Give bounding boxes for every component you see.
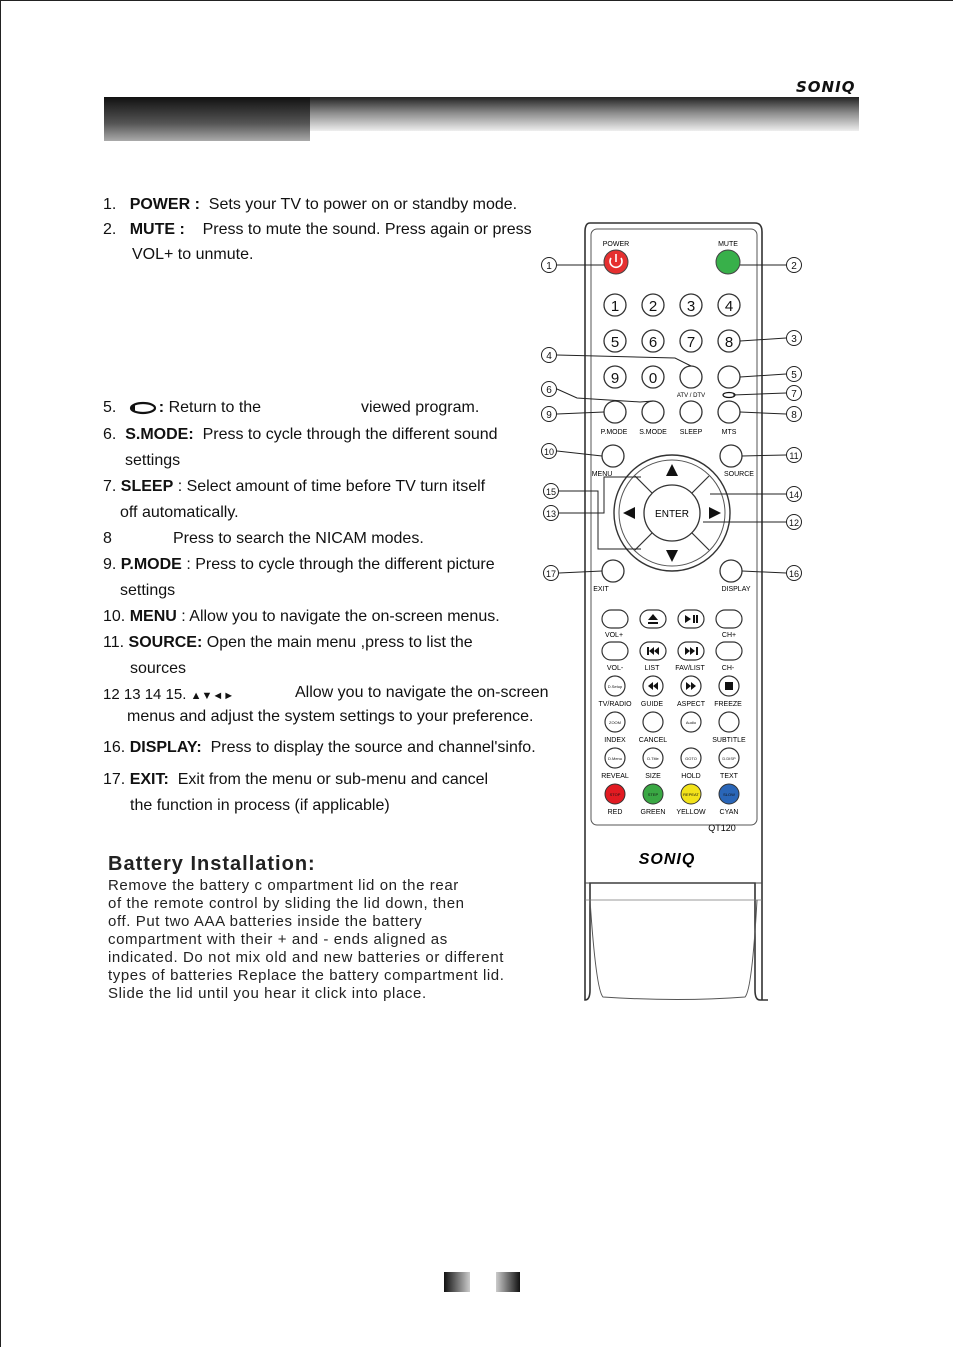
callout-17: 17 — [545, 569, 557, 579]
item-menu: 10. MENU : Allow you to navigate the on-screen menus. — [103, 608, 500, 625]
source-button[interactable] — [720, 445, 742, 467]
subtitle-button[interactable] — [719, 712, 739, 732]
ch-down-label: CH- — [721, 665, 735, 672]
slow-label: SLOW — [723, 792, 735, 797]
stop-icon — [725, 682, 733, 690]
digit-4-label: 4 — [724, 298, 734, 315]
menu-button[interactable] — [602, 445, 624, 467]
item-recall-tail: viewed program. — [361, 399, 480, 416]
battery-title: Battery Installation: — [108, 853, 316, 875]
callout-4: 4 — [546, 351, 552, 362]
freeze-label: FREEZE — [714, 701, 742, 708]
callout-1: 1 — [546, 261, 552, 272]
mts-button[interactable] — [718, 401, 740, 423]
goto-label: GOTO — [685, 756, 697, 761]
text-label: TEXT — [720, 773, 738, 780]
digit-6-label: 6 — [648, 334, 658, 351]
atv-dtv-button[interactable] — [680, 366, 702, 388]
digit-keys — [604, 294, 740, 388]
list-label: LIST — [644, 665, 660, 672]
favlist-label: FAV/LIST — [675, 665, 705, 672]
digit-9-label: 9 — [610, 370, 620, 387]
recall-button[interactable] — [718, 366, 740, 388]
exit-button[interactable] — [602, 560, 624, 582]
repeat-label: REPEAT — [683, 792, 699, 797]
battery-line: off. Put two AAA batteries inside the battery — [108, 913, 423, 930]
callout-13: 13 — [545, 509, 557, 519]
callout-6: 6 — [546, 385, 552, 396]
pmode-label: P.MODE — [600, 429, 628, 436]
callout-5: 5 — [791, 370, 797, 381]
cyan-label: CYAN — [719, 809, 739, 816]
digit-0-label: 0 — [648, 370, 658, 387]
reveal-label: REVEAL — [601, 773, 629, 780]
display-label: DISPLAY — [721, 586, 751, 593]
item-sleep: 7. SLEEP : Select amount of time before TV turn itself — [103, 478, 486, 495]
dtitle-label: D.Title — [647, 756, 659, 761]
cancel-label: CANCEL — [638, 737, 668, 744]
battery-line: Slide the lid until you hear it click into place. — [108, 985, 427, 1002]
item-mute-cont: VOL+ to unmute. — [132, 246, 254, 263]
display-button[interactable] — [720, 560, 742, 582]
remote-brand-logo: SONIQ — [638, 851, 696, 868]
callout-16: 16 — [788, 569, 800, 579]
vol-up-label: VOL+ — [604, 632, 624, 639]
vol-down-label: VOL- — [606, 665, 624, 672]
mute-label: MUTE — [718, 241, 738, 248]
zoom-label: ZOOM — [609, 720, 621, 725]
callout-9: 9 — [546, 410, 552, 421]
item-arrows: 12 13 14 15. ▲▼◄► — [103, 686, 235, 703]
dsetup-label: D.Setup — [607, 684, 623, 689]
menu-label: MENU — [591, 471, 613, 478]
exit-label: EXIT — [593, 586, 609, 593]
item-sleep-cont: off automatically. — [120, 504, 239, 521]
dmenu-label: D.Menu — [607, 756, 623, 761]
item-source: 11. SOURCE: Open the main menu ,press to list the — [103, 634, 473, 651]
item-arrows-cont: menus and adjust the system settings to your preference. — [127, 708, 534, 725]
item-smode-cont: settings — [125, 452, 181, 469]
digit-5-label: 5 — [610, 334, 620, 351]
ch-up-button[interactable] — [716, 610, 742, 628]
brand-logo: SONIQ — [796, 78, 856, 96]
item-nicam-num: 8 — [103, 530, 112, 547]
callout-2: 2 — [791, 261, 797, 272]
callout-11: 11 — [789, 451, 799, 461]
step-label: STEP — [647, 792, 659, 797]
green-label: GREEN — [640, 809, 666, 816]
cancel-button[interactable] — [643, 712, 663, 732]
vol-up-button[interactable] — [602, 610, 628, 628]
callout-15: 15 — [545, 487, 557, 497]
mts-label: MTS — [721, 429, 737, 436]
index-label: INDEX — [604, 737, 626, 744]
sleep-button[interactable] — [680, 401, 702, 423]
page-marker-right — [496, 1272, 520, 1292]
digit-7-label: 7 — [686, 334, 696, 351]
aspect-label: ASPECT — [676, 701, 706, 708]
page-marker-left — [444, 1272, 470, 1292]
callout-3: 3 — [791, 334, 797, 345]
battery-line: of the remote control by sliding the lid down, then — [108, 895, 465, 912]
ch-down-button[interactable] — [716, 642, 742, 660]
item-display: 16. DISPLAY: Press to display the source and channel'sinfo. — [103, 739, 536, 756]
hold-label: HOLD — [681, 773, 701, 780]
arrow-keys-icon: ▲▼◄► — [190, 690, 235, 702]
ddisp-label: D.DISP — [722, 756, 736, 761]
item-power: 1. POWER : Sets your TV to power on or standby mode. — [103, 196, 518, 213]
tv-radio-label: TV/RADIO — [598, 701, 632, 708]
digit-8-label: 8 — [724, 334, 734, 351]
audio-label: Audio — [685, 720, 697, 725]
vol-down-button[interactable] — [602, 642, 628, 660]
battery-line: types of batteries Replace the battery compartment lid. — [108, 967, 505, 984]
stop-label: STOP — [609, 792, 621, 797]
subtitle-label: SUBTITLE — [712, 737, 746, 744]
item-nicam: Press to search the NICAM modes. — [173, 530, 424, 547]
item-pmode: 9. P.MODE : Press to cycle through the different picture — [103, 556, 495, 573]
callout-7: 7 — [791, 389, 797, 400]
battery-line: Remove the battery c ompartment lid on the rear — [108, 877, 459, 894]
callout-14: 14 — [788, 490, 800, 500]
item-recall: 5. : Return to the — [103, 399, 262, 416]
item-exit-cont: the function in process (if applicable) — [130, 797, 390, 814]
smode-button[interactable] — [642, 401, 664, 423]
ch-up-label: CH+ — [721, 632, 737, 639]
sleep-label: SLEEP — [679, 429, 703, 436]
battery-line: indicated. Do not mix old and new batteries or different — [108, 949, 505, 966]
item-mute: 2. MUTE : Press to mute the sound. Press again or press — [103, 221, 532, 238]
enter-label: ENTER — [655, 509, 689, 520]
size-label: SIZE — [645, 773, 661, 780]
battery-line: compartment with their + and - ends aligned as — [108, 931, 448, 948]
item-exit: 17. EXIT: Exit from the menu or sub-menu and cancel — [103, 771, 489, 788]
callout-10: 10 — [543, 447, 555, 457]
pmode-button[interactable] — [604, 401, 626, 423]
item-smode: 6. S.MODE: Press to cycle through the different sound — [103, 426, 498, 443]
mute-button[interactable] — [716, 250, 740, 274]
digit-3-label: 3 — [686, 298, 696, 315]
source-label: SOURCE — [724, 471, 754, 478]
callout-8: 8 — [791, 410, 797, 421]
power-label: POWER — [602, 241, 630, 248]
atv-dtv-label: ATV / DTV — [676, 393, 706, 399]
guide-label: GUIDE — [640, 701, 664, 708]
digit-2-label: 2 — [648, 298, 658, 315]
red-label: RED — [607, 809, 623, 816]
callout-12: 12 — [788, 518, 800, 528]
yellow-label: YELLOW — [676, 809, 706, 816]
item-pmode-cont: settings — [120, 582, 176, 599]
digit-1-label: 1 — [610, 298, 620, 315]
model-label: QT120 — [708, 823, 736, 833]
smode-label: S.MODE — [639, 429, 667, 436]
item-arrows-text: Allow you to navigate the on-screen — [295, 684, 549, 701]
item-source-cont: sources — [130, 660, 187, 677]
